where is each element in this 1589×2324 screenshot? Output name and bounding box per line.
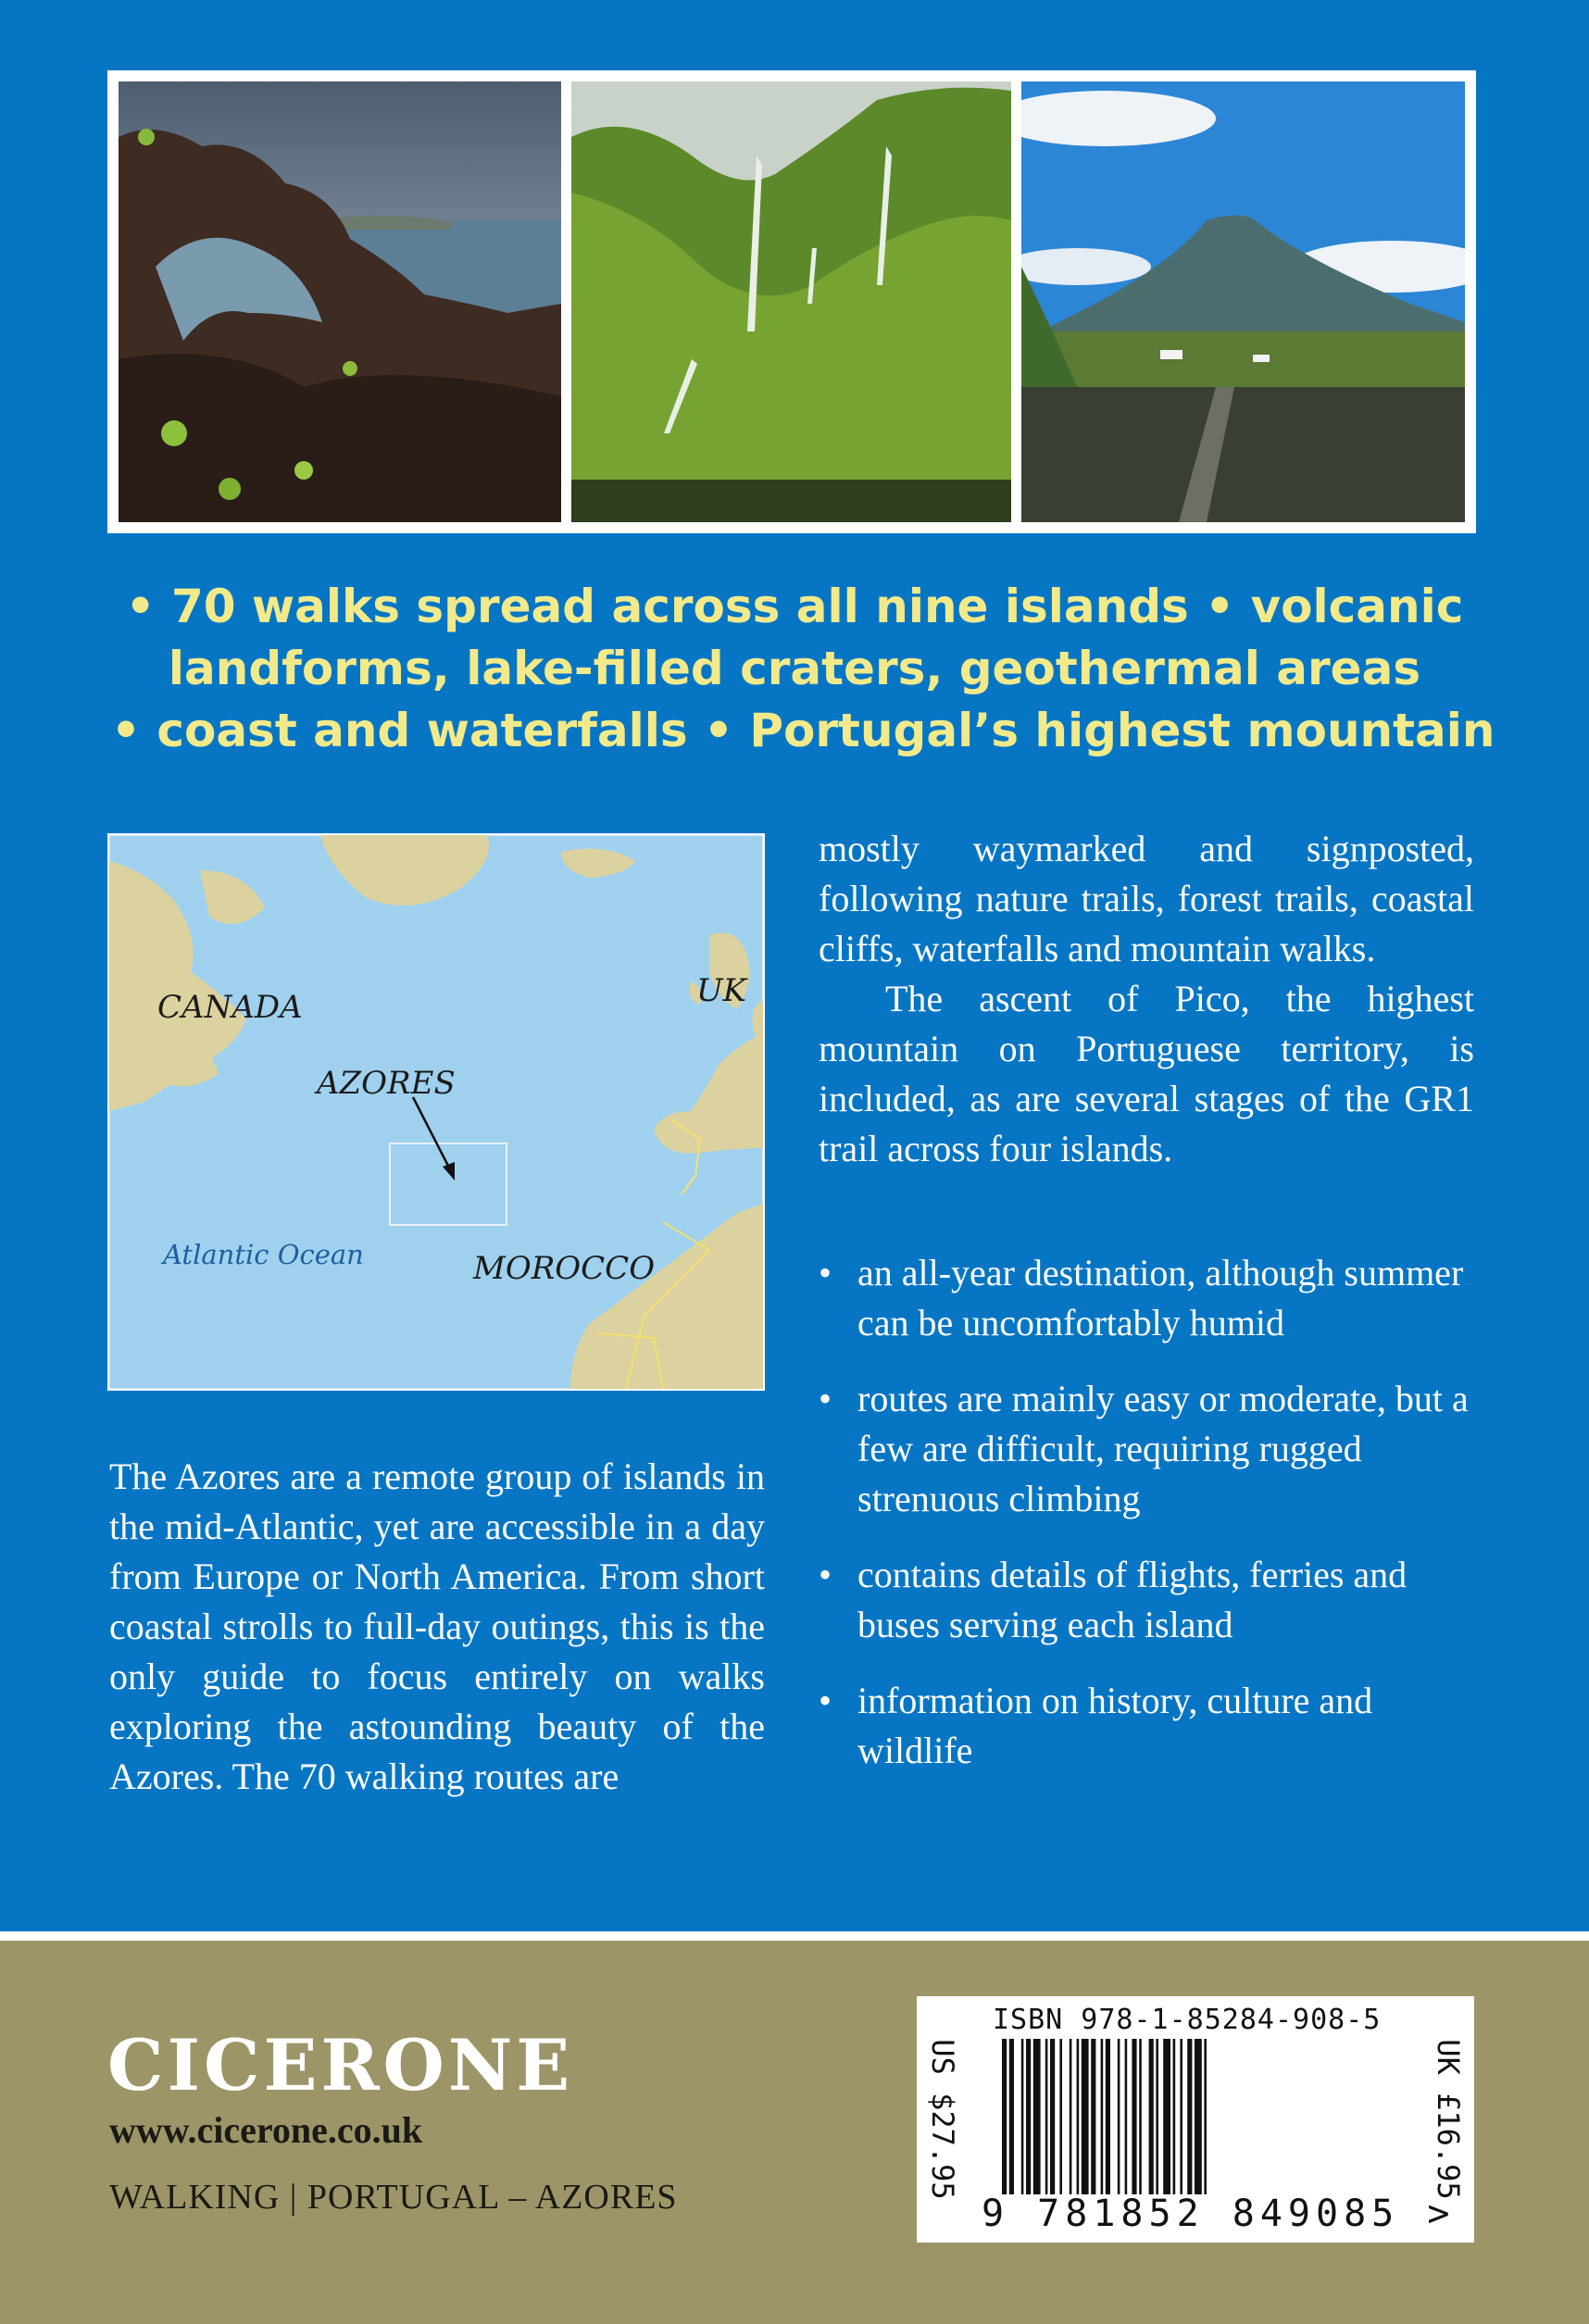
barcode-bar — [1002, 2039, 1007, 2194]
barcode-bar — [1050, 2039, 1055, 2194]
barcode-bar — [1180, 2039, 1182, 2194]
barcode-bar — [1173, 2039, 1176, 2194]
barcode-bar — [1077, 2039, 1080, 2194]
feature-item: • contains details of flights, ferries and buses serving each island — [819, 1550, 1485, 1650]
barcode-bar — [1163, 2039, 1170, 2194]
barcode-bar — [1021, 2039, 1024, 2194]
barcode-bar — [1026, 2039, 1031, 2194]
lava-arch-coast-photo — [119, 81, 561, 522]
ean-digits: 9 781852 849085 > — [982, 2193, 1456, 2235]
description-text — [819, 824, 1474, 1174]
feature-item: • information on history, culture and wildlife — [819, 1676, 1485, 1776]
isbn-label: ISBN 978-1-85284-908-5 — [993, 2004, 1382, 2036]
publisher-website: www.cicerone.co.uk — [109, 2109, 423, 2151]
barcode-bar — [1082, 2039, 1089, 2194]
photo-strip — [107, 70, 1476, 533]
barcode-bar — [1132, 2039, 1136, 2194]
publisher-logo: CICERONE — [107, 2024, 574, 2106]
price-us — [917, 1996, 969, 2243]
barcode-bar — [1033, 2039, 1041, 2194]
tagline-line-2: landforms, lake-filled craters, geothermal areas — [168, 642, 1421, 695]
barcode-bar — [1045, 2039, 1048, 2194]
map-label-canada: CANADA — [157, 989, 303, 1026]
barcode-bar — [1106, 2039, 1110, 2194]
map-label-azores: AZORES — [317, 1065, 456, 1102]
book-category: WALKING | PORTUGAL – AZORES — [109, 2178, 678, 2217]
map-label-uk: UK — [696, 972, 747, 1009]
barcode-bar — [1009, 2039, 1014, 2194]
location-map — [107, 833, 765, 1391]
feature-list — [819, 1248, 1485, 1802]
barcode-bar — [1187, 2039, 1192, 2194]
barcode-panel — [917, 1996, 1474, 2243]
barcode-bar — [1139, 2039, 1142, 2194]
pico-mountain-photo — [1021, 81, 1465, 522]
barcode-bar — [1118, 2039, 1120, 2194]
description-continuation: mostly waymarked and signposted, following nature trails, forest trails, coastal cliffs, waterfalls and mountain walks. — [819, 828, 1474, 969]
waterfalls-valley-photo — [571, 81, 1011, 522]
price-us-label: US $27.95 — [925, 2039, 960, 2200]
tagline — [111, 576, 1495, 762]
barcode-bar — [1149, 2039, 1154, 2194]
price-uk — [1422, 1996, 1474, 2243]
barcode-bar — [1091, 2039, 1095, 2194]
map-label-morocco: MOROCCO — [473, 1250, 656, 1287]
tagline-line-3: • coast and waterfalls • Portugal’s highest mountain — [111, 704, 1495, 757]
price-uk-label: UK £16.95 — [1431, 2039, 1466, 2200]
barcode-bar — [1156, 2039, 1158, 2194]
cover-divider — [0, 1931, 1589, 1941]
barcode-bar — [1195, 2039, 1202, 2194]
description-pico: The ascent of Pico, the highest mountain on Portuguese territory, is included, as are several stages of the GR1 trail across four islands. — [819, 978, 1474, 1169]
barcode-bar — [1125, 2039, 1128, 2194]
barcode-bar — [1101, 2039, 1104, 2194]
intro-text: The Azores are a remote group of islands in the mid-Atlantic, yet are accessible in a day from Europe or North America. From short coastal strolls to full-day outings, this is the only guide to focus entirely on walks exploring the astounding beauty of the Azores. The 70 walking routes are — [109, 1456, 765, 1797]
barcode-bar — [1059, 2039, 1062, 2194]
feature-item: • routes are mainly easy or moderate, but a few are difficult, requiring rugged strenuous climbing — [819, 1374, 1485, 1524]
tagline-line-1: • 70 walks spread across all nine islands • volcanic — [125, 580, 1464, 633]
map-label-ocean: Atlantic Ocean — [163, 1239, 364, 1270]
feature-item: • an all-year destination, although summer can be uncomfortably humid — [819, 1248, 1485, 1348]
barcode-bar — [1070, 2039, 1072, 2194]
barcode-bars — [1000, 2039, 1380, 2194]
barcode-bar — [1204, 2039, 1207, 2194]
